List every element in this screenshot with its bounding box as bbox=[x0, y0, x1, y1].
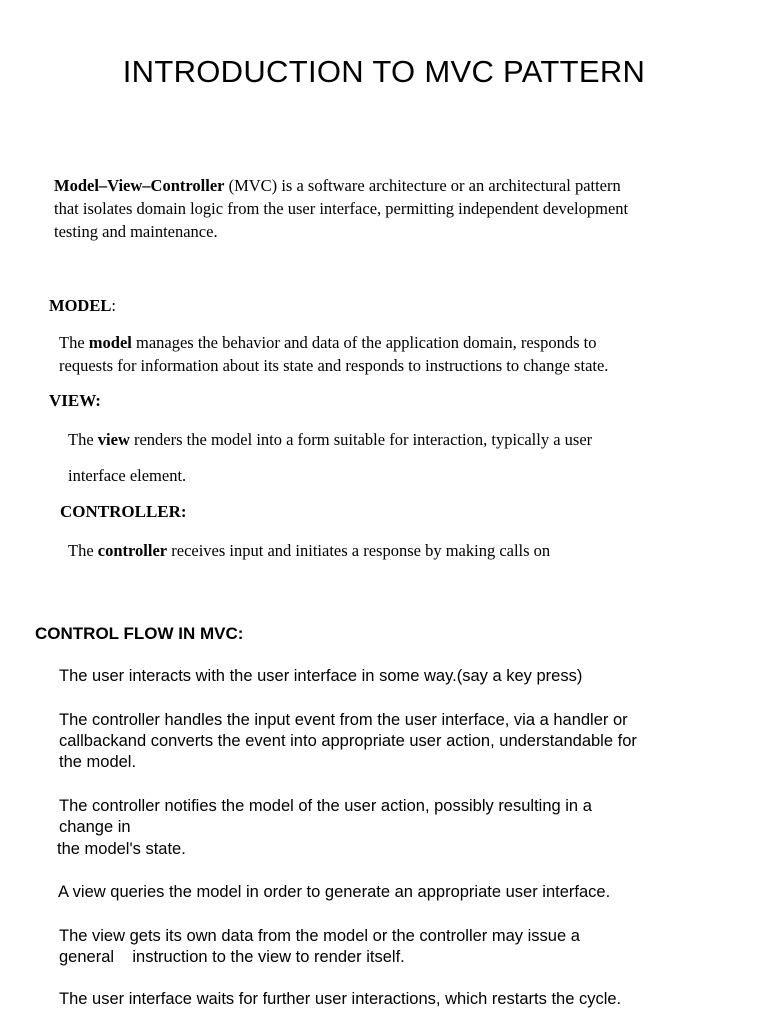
model-pre: The bbox=[59, 333, 89, 352]
view-pre: The bbox=[68, 430, 98, 449]
page-title: INTRODUCTION TO MVC PATTERN bbox=[122, 54, 646, 89]
model-heading bbox=[49, 294, 116, 317]
step-5-line-1: The view gets its own data from the model or the controller may issue a bbox=[59, 927, 580, 945]
control-flow-step-6: The user interface waits for further user interactions, which restarts the cycle. bbox=[59, 990, 622, 1008]
view-line-1 bbox=[68, 428, 592, 451]
step-2-line-2: callbackand converts the event into appropriate user action, understandable for bbox=[59, 732, 637, 750]
step-3-line-2: change in bbox=[59, 818, 131, 836]
intro-abbr: (MVC) bbox=[228, 176, 278, 195]
step-2-line-3: the model. bbox=[59, 753, 137, 771]
model-term: model bbox=[88, 333, 132, 352]
control-flow-step-5 bbox=[59, 926, 759, 968]
control-flow-heading: CONTROL FLOW IN MVC: bbox=[35, 624, 244, 643]
intro-term: Model–View–Controller bbox=[54, 176, 225, 195]
step-2-line-1: The controller handles the input event from the user interface, via a handler or bbox=[59, 711, 628, 729]
model-line-2: requests for information about its state and responds to instructions to change state. bbox=[59, 356, 609, 375]
view-term: view bbox=[97, 430, 130, 449]
intro-line-1-rest: is a software architecture or an architectural pattern bbox=[277, 176, 621, 195]
model-heading-colon: : bbox=[111, 296, 116, 315]
intro-line-2: that isolates domain logic from the user interface, permitting independent development bbox=[54, 199, 629, 218]
control-flow-step-3 bbox=[59, 796, 759, 838]
controller-line-1 bbox=[68, 539, 550, 562]
intro-line-3: testing and maintenance. bbox=[54, 222, 218, 241]
controller-pre: The bbox=[68, 541, 98, 560]
controller-term: controller bbox=[97, 541, 168, 560]
view-line-2: interface element. bbox=[68, 466, 187, 485]
controller-line-1-rest: receives input and initiates a response by making calls on bbox=[167, 541, 551, 560]
step-3-line-1: The controller notifies the model of the user action, possibly resulting in a bbox=[59, 797, 592, 815]
intro-line-1 bbox=[54, 174, 754, 197]
control-flow-step-2 bbox=[59, 710, 759, 773]
view-heading: VIEW: bbox=[49, 391, 101, 410]
step-5-line-2: general instruction to the view to render itself. bbox=[59, 948, 405, 966]
control-flow-step-1: The user interacts with the user interface in some way.(say a key press) bbox=[59, 667, 583, 685]
model-paragraph bbox=[59, 331, 759, 377]
control-flow-step-4: A view queries the model in order to generate an appropriate user interface. bbox=[58, 883, 611, 901]
step-3-line-3: the model's state. bbox=[57, 840, 186, 858]
intro-paragraph bbox=[54, 174, 754, 243]
controller-heading: CONTROLLER: bbox=[60, 502, 187, 521]
view-line-1-rest: renders the model into a form suitable for interaction, typically a user bbox=[129, 430, 593, 449]
model-heading-label: MODEL bbox=[49, 296, 112, 315]
model-line-1 bbox=[59, 331, 759, 354]
model-line-1-rest: manages the behavior and data of the application domain, responds to bbox=[131, 333, 597, 352]
